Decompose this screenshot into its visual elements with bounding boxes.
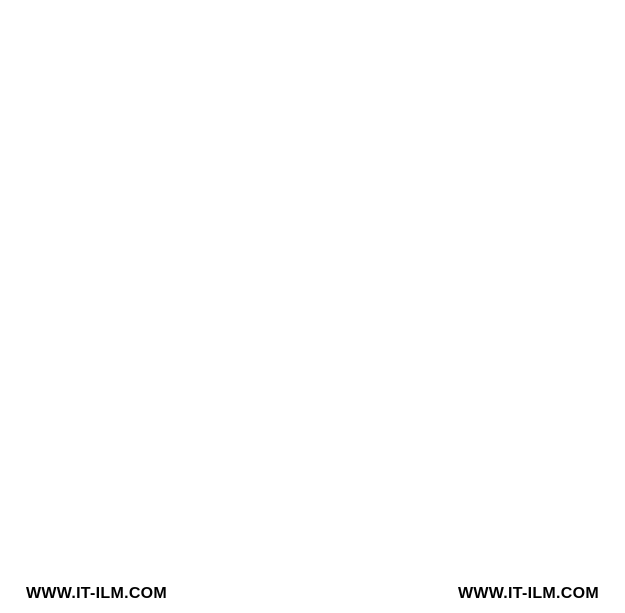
text-line xyxy=(10,546,615,569)
text-line xyxy=(10,456,615,479)
text-line xyxy=(10,231,615,254)
text-line xyxy=(10,119,615,142)
text-line xyxy=(10,344,615,367)
text-line xyxy=(10,434,615,457)
text-line xyxy=(10,74,615,97)
urdu-text-body xyxy=(10,6,615,569)
text-line xyxy=(10,209,615,232)
text-line xyxy=(10,186,615,209)
text-line xyxy=(10,366,615,389)
text-line xyxy=(10,389,615,412)
text-line xyxy=(10,51,615,74)
text-line xyxy=(10,29,615,52)
text-line xyxy=(10,141,615,164)
text-line xyxy=(10,479,615,502)
text-line xyxy=(10,254,615,277)
text-line xyxy=(10,164,615,187)
footer xyxy=(0,585,625,607)
text-line xyxy=(10,276,615,299)
text-line xyxy=(10,524,615,547)
watermark-left: WWW.IT-ILM.COM xyxy=(26,585,168,602)
text-line xyxy=(10,96,615,119)
text-line xyxy=(10,501,615,524)
watermark-right: WWW.IT-ILM.COM xyxy=(457,585,599,602)
text-line xyxy=(10,321,615,344)
text-line xyxy=(10,411,615,434)
text-line xyxy=(10,6,615,29)
text-line xyxy=(10,299,615,322)
